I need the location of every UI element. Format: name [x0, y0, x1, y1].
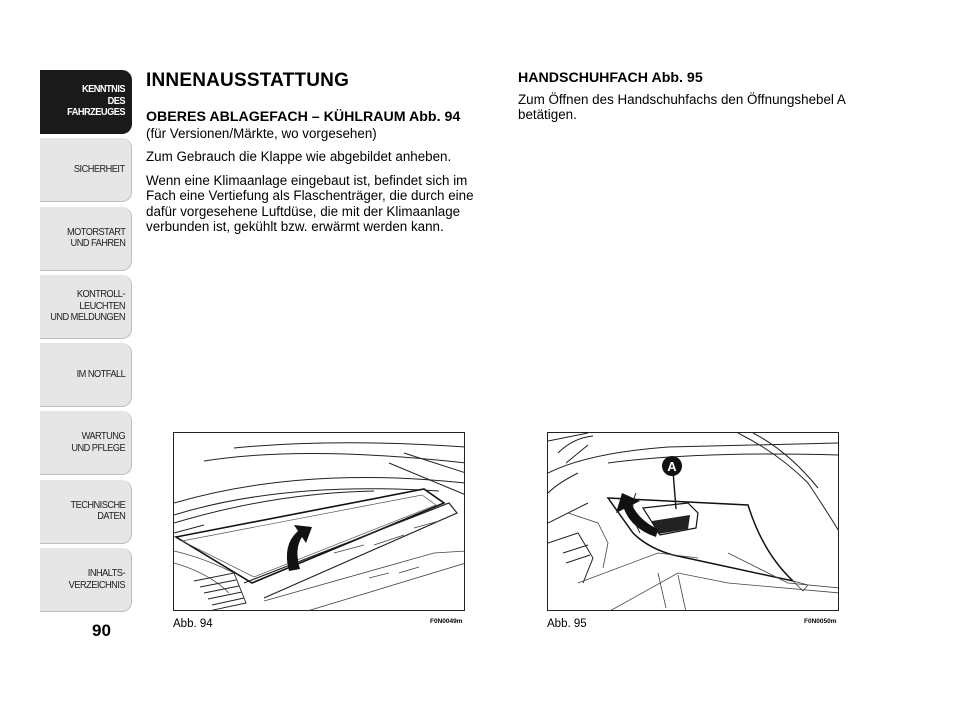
tab-label: KONTROLL- LEUCHTEN UND MELDUNGEN [50, 288, 125, 324]
version-note: (für Versionen/Märkte, wo vorgesehen) [146, 126, 377, 141]
figure-95-caption: Abb. 95 [547, 618, 587, 630]
tab-label: IM NOTFALL [76, 367, 125, 380]
tab-wartung-und-pflege[interactable] [40, 411, 132, 475]
tab-sicherheit[interactable] [40, 138, 132, 202]
left-column [146, 70, 496, 242]
paragraph-glovebox: Zum Öffnen des Handschuhfachs den Öffnungshebel A betätigen. [518, 92, 846, 123]
tab-label: WARTUNG UND PFLEGE [71, 430, 125, 454]
glovebox-drawing [548, 433, 839, 611]
tab-label: SICHERHEIT [74, 163, 125, 176]
marker-a-label: A [667, 459, 677, 474]
upper-compartment-heading: OBERES ABLAGEFACH – KÜHLRAUM Abb. 94 [146, 109, 461, 125]
page-number: 90 [92, 621, 111, 640]
figure-94-illustration [173, 432, 465, 611]
tab-kenntnis-des-fahrzeuges[interactable] [40, 70, 132, 134]
tab-label: KENNTNIS DES FAHRZEUGES [67, 83, 125, 119]
marker-a-icon [662, 456, 682, 476]
tab-kontrollleuchten-und-meldungen[interactable] [40, 275, 132, 339]
tab-label: MOTORSTART UND FAHREN [66, 225, 125, 250]
tab-inhaltsverzeichnis[interactable] [40, 548, 132, 612]
figure-94-caption: Abb. 94 [173, 618, 213, 630]
figure-95-code: F0N0050m [804, 618, 837, 625]
right-column [518, 70, 848, 131]
upper-compartment-drawing [174, 433, 465, 611]
paragraph-usage: Zum Gebrauch die Klappe wie abgebildet anheben. [146, 149, 452, 165]
figure-95-illustration [547, 432, 839, 611]
section-title: INNENAUSSTATTUNG [146, 70, 350, 91]
air-vent-grille [194, 573, 246, 611]
glovebox-heading: HANDSCHUHFACH Abb. 95 [518, 70, 703, 86]
paragraph-climate: Wenn eine Klimaanlage eingebaut ist, befindet sich im Fach eine Vertiefung als Flaschenträger, die durch eine dafür vorgesehene Luftdüse, die mit der Klimaanlage verbunden ist, gekühlt bzw. erwärmt werden kann. [146, 172, 474, 235]
figure-94-code: F0N0049m [430, 618, 463, 625]
chapter-sidebar [40, 70, 132, 616]
tab-motorstart-und-fahren[interactable] [40, 207, 132, 271]
tab-technische-daten[interactable] [40, 480, 132, 544]
tab-label: INHALTS- VERZEICHNIS [68, 567, 125, 591]
tab-im-notfall[interactable] [40, 343, 132, 407]
tab-label: TECHNISCHE DATEN [70, 498, 125, 523]
